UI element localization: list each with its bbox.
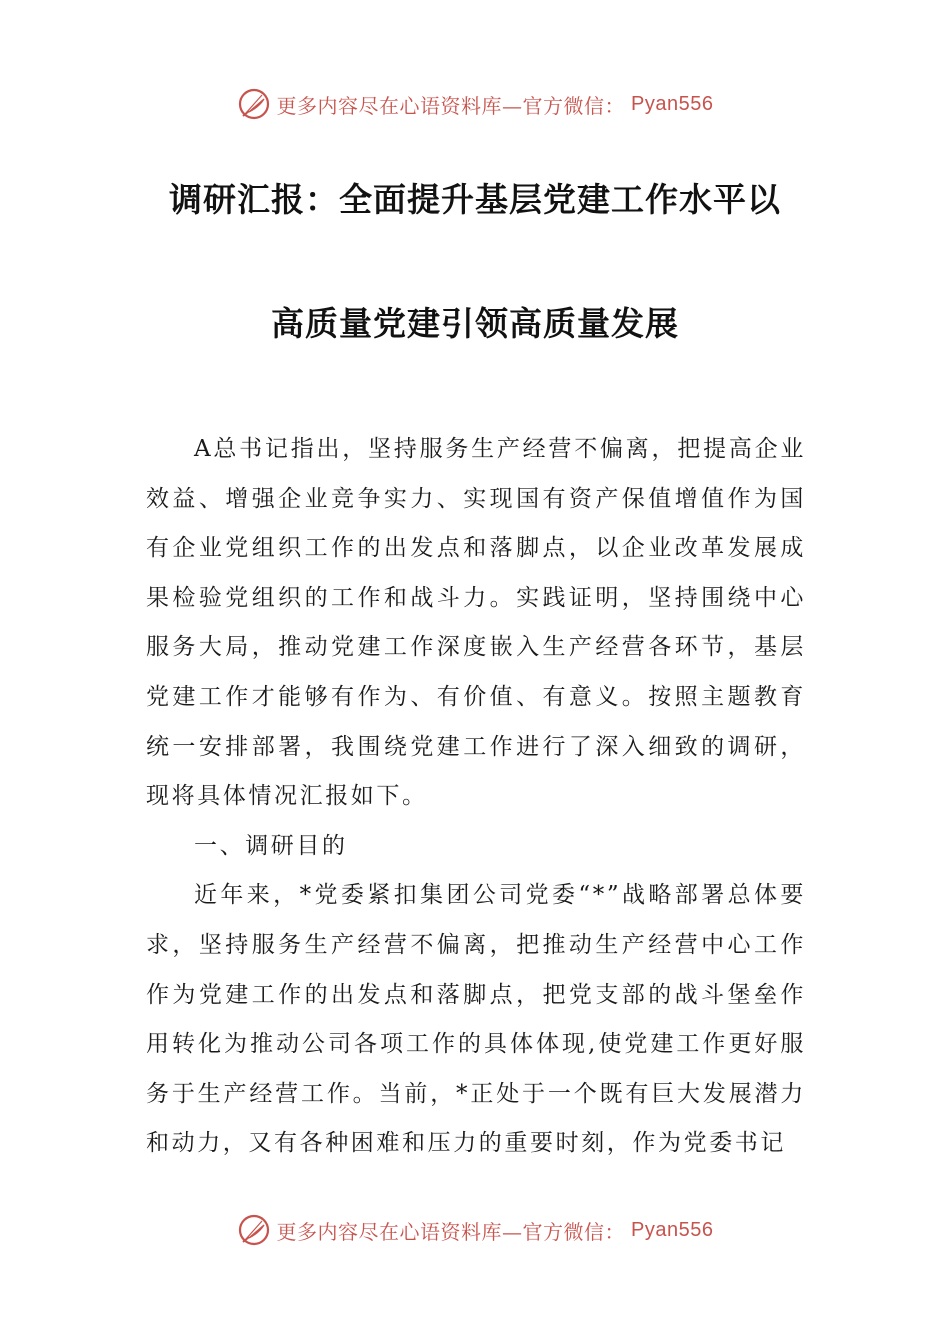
watermark-banner-top bbox=[0, 84, 950, 124]
watermark-handle: Pyan556 bbox=[631, 92, 714, 115]
paragraph-intro: A总书记指出，坚持服务生产经营不偏离，把提高企业效益、增强企业竞争实力、实现国有资产保值增值作为国有企业党组织工作的出发点和落脚点，以企业改革发展成果检验党组织的工作和战斗力。实践证明，坚持围绕中心服务大局，推动党建工作深度嵌入生产经营各环节，基层党建工作才能够有作为、有价值、有意义。按照主题教育统一安排部署，我围绕党建工作进行了深入细致的调研，现将具体情况汇报如下。 bbox=[146, 436, 806, 810]
watermark-text: 更多内容尽在心语资料库—官方微信： bbox=[276, 1219, 626, 1244]
document-body bbox=[146, 425, 806, 1169]
paragraph-purpose: 近年来，*党委紧扣集团公司党委“*”战略部署总体要求，坚持服务生产经营不偏离，把推动生产经营中心工作作为党建工作的出发点和落脚点，把党支部的战斗堡垒作用转化为推动公司各项工作的具体体现,使党建工作更好服务于生产经营工作。当前，*正处于一个既有巨大发展潜力和动力，又有各种困难和压力的重要时刻，作为党委书记 bbox=[146, 882, 806, 1157]
section-heading-purpose: 一、调研目的 bbox=[194, 832, 348, 859]
quill-logo-icon bbox=[237, 1213, 271, 1247]
document-title-line-2: 高质量党建引领高质量发展 bbox=[271, 304, 679, 343]
watermark-text: 更多内容尽在心语资料库—官方微信： bbox=[276, 93, 626, 118]
watermark-banner-bottom bbox=[0, 1210, 950, 1250]
watermark-handle: Pyan556 bbox=[631, 1218, 714, 1241]
quill-logo-icon bbox=[237, 87, 271, 121]
document-title-line-1: 调研汇报：全面提升基层党建工作水平以 bbox=[169, 180, 781, 219]
